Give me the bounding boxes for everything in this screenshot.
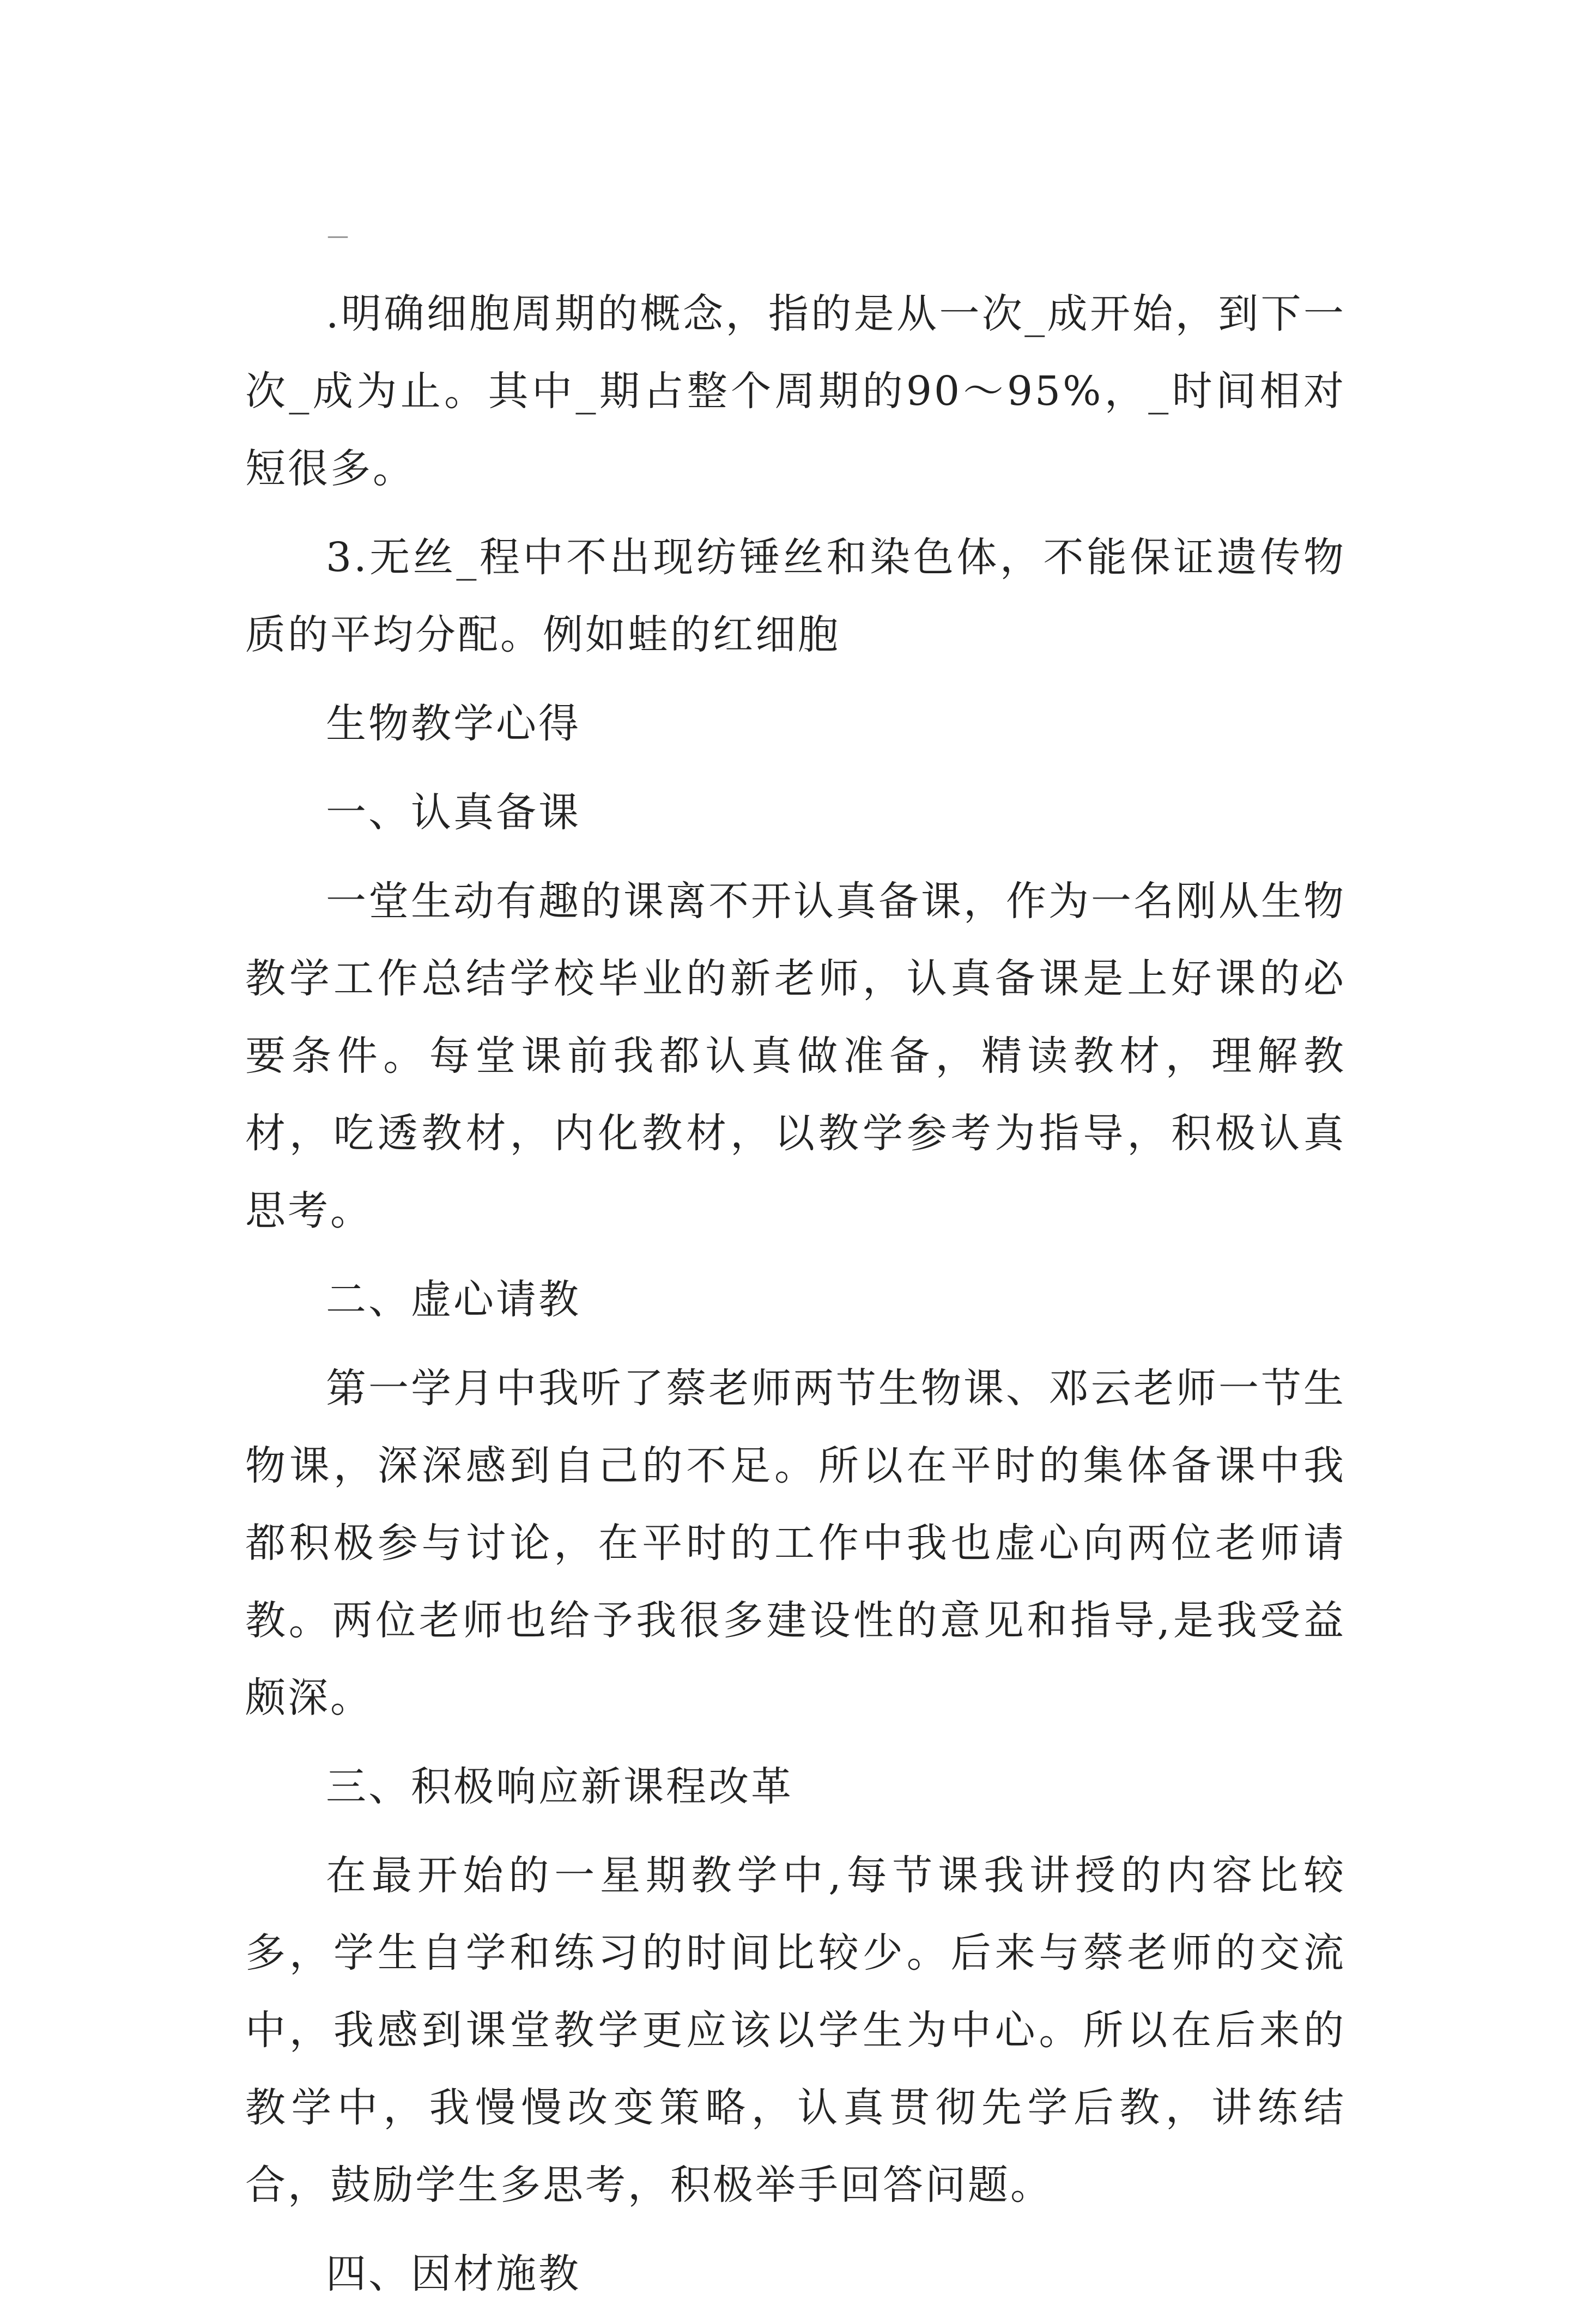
heading-individualized-teaching: 四、因材施教 — [326, 2250, 581, 2297]
section-title: 生物教学心得 — [326, 700, 581, 747]
heading-curriculum-reform: 三、积极响应新课程改革 — [326, 1763, 793, 1810]
heading-prepare-lessons: 一、认真备课 — [326, 789, 581, 836]
paragraph-seek-advice: 第一学月中我听了蔡老师两节生物课、邓云老师一节生物课，深深感到自己的不足。所以在平时的集体备课中我都积极参与讨论，在平时的工作中我也虚心向两位老师请教。两位老师也给予我很多建设性的意见和指导,是我受益颇深。 — [245, 1365, 1346, 1721]
paragraph-amitosis: 3.无丝_程中不出现纺锤丝和染色体，不能保证遗传物质的平均分配。例如蛙的红细胞 — [245, 534, 1346, 658]
top-mark: — — [327, 223, 349, 248]
heading-seek-advice: 二、虚心请教 — [326, 1276, 581, 1323]
document-body — [245, 275, 1346, 2324]
paragraph-cell-cycle: .明确细胞周期的概念，指的是从一次_成开始，到下一次_成为止。其中_期占整个周期的90～95%，_时间相对短很多。 — [245, 290, 1346, 492]
paragraph-curriculum-reform: 在最开始的一星期教学中,每节课我讲授的内容比较多，学生自学和练习的时间比较少。后来与蔡老师的交流中，我感到课堂教学更应该以学生为中心。所以在后来的教学中，我慢慢改变策略，认真贯彻先学后教，讲练结合，鼓励学生多思考，积极举手回答问题。 — [245, 1852, 1346, 2208]
paragraph-prepare-lessons: 一堂生动有趣的课离不开认真备课，作为一名刚从生物教学工作总结学校毕业的新老师，认真备课是上好课的必要条件。每堂课前我都认真做准备，精读教材，理解教材，吃透教材，内化教材，以教学参考为指导，积极认真思考。 — [245, 878, 1346, 1234]
